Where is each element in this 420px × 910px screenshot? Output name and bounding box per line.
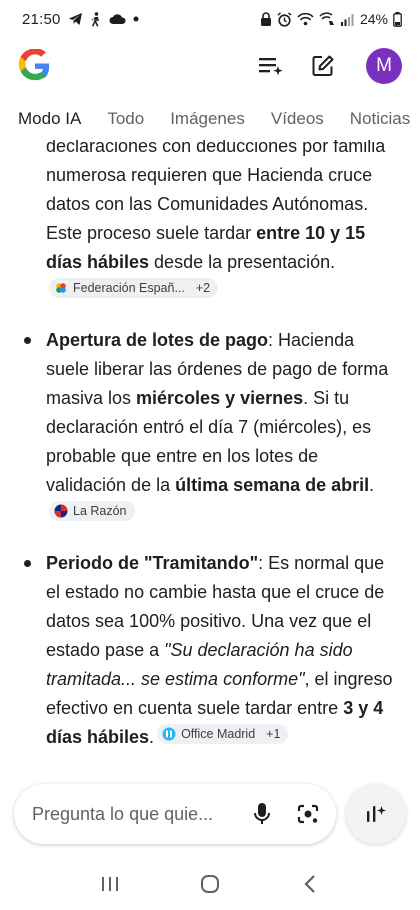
bullet-bold: 3 y 4 días hábiles bbox=[46, 698, 384, 747]
bullet-italic: "Su declaración ha sido tramitada... se estima conforme" bbox=[46, 640, 353, 689]
source-chip-la-razon[interactable] bbox=[49, 501, 135, 521]
source-chip-label: Federación Españ... bbox=[73, 281, 185, 295]
microphone-icon bbox=[253, 802, 271, 826]
search-tabs bbox=[0, 98, 420, 140]
header-actions bbox=[256, 48, 402, 84]
bullet-text: . bbox=[369, 475, 375, 495]
status-bar bbox=[0, 0, 420, 38]
back-button[interactable] bbox=[290, 864, 330, 904]
list-item bbox=[0, 326, 420, 529]
recent-apps-button[interactable] bbox=[90, 864, 130, 904]
voice-search-button[interactable] bbox=[244, 796, 280, 832]
ask-input-area bbox=[0, 782, 420, 846]
ai-mode-sparkle-button[interactable] bbox=[346, 784, 406, 844]
wifi-call-icon bbox=[319, 12, 335, 26]
playlist-sparkle-button[interactable] bbox=[256, 51, 286, 81]
partial-bold-1: entre 10 y 15 días hábiles bbox=[46, 223, 366, 272]
source-chip-federacion[interactable] bbox=[49, 278, 218, 298]
list-item bbox=[0, 549, 420, 752]
source-chip-office-madrid[interactable] bbox=[157, 724, 288, 744]
bullet-text: : Hacienda suele liberar las órdenes de pago de forma masiva los bbox=[46, 330, 389, 408]
tab-noticias[interactable]: Noticias bbox=[349, 109, 411, 128]
walking-person-icon bbox=[90, 12, 102, 27]
source-chip-more: +2 bbox=[195, 281, 211, 295]
ask-input-placeholder[interactable]: Pregunta lo que quie... bbox=[32, 803, 214, 824]
partial-text-1: familia numerosa requieren que Hacienda cruce datos con las Comunidades Autónomas. Este proceso suele tardar bbox=[46, 140, 386, 243]
camera-lens-icon bbox=[296, 803, 320, 825]
bullet-text: : Es normal que el estado no cambie hasta que el cruce de datos sea 100% positivo. Una vez que el estado pase a bbox=[46, 553, 385, 660]
recent-apps-icon bbox=[100, 875, 120, 893]
playlist-sparkle-icon bbox=[258, 55, 284, 77]
bullet-bold: última semana de abril bbox=[175, 475, 370, 495]
federacion-logo-icon bbox=[54, 281, 68, 295]
status-time: 21:50 bbox=[22, 10, 61, 28]
alarm-icon bbox=[277, 12, 292, 27]
tab-todo[interactable]: Todo bbox=[107, 109, 145, 128]
ai-answer-scroll bbox=[0, 140, 420, 752]
dot-icon bbox=[133, 16, 139, 22]
bullet-text: . bbox=[149, 727, 155, 747]
app-header bbox=[0, 38, 420, 94]
battery-icon bbox=[393, 12, 402, 27]
edit-icon bbox=[311, 54, 335, 78]
google-logo[interactable] bbox=[18, 49, 52, 83]
partial-paragraph bbox=[0, 140, 420, 306]
bullet-text: . Si tu declaración entró el día 7 (miércoles), es probable que entre en los lotes de validación de la bbox=[46, 388, 372, 495]
partial-line-cutoff: declaraciones con deducciones por bbox=[46, 140, 329, 156]
source-chip-label: Office Madrid bbox=[181, 727, 256, 741]
lens-search-button[interactable] bbox=[290, 796, 326, 832]
tab-modo-ia[interactable]: Modo IA bbox=[18, 109, 82, 128]
bullet-bold-title: Periodo de "Tramitando" bbox=[46, 553, 259, 573]
partial-text-2: desde la presentación. bbox=[149, 252, 336, 272]
wifi-icon bbox=[297, 12, 314, 26]
home-icon bbox=[200, 874, 220, 894]
status-right bbox=[260, 11, 402, 27]
back-chevron-icon bbox=[303, 874, 317, 894]
battery-percent: 24% bbox=[359, 11, 388, 27]
system-nav-bar bbox=[0, 858, 420, 910]
ai-answer-content bbox=[0, 140, 420, 780]
bullet-text: , el ingreso efectivo en cuenta suele tardar entre bbox=[46, 669, 393, 718]
bullet-bold-title: Apertura de lotes de pago bbox=[46, 330, 269, 350]
avatar[interactable]: M bbox=[366, 48, 402, 84]
lock-icon bbox=[260, 12, 272, 26]
bullet-bold: miércoles y viernes bbox=[136, 388, 304, 408]
telegram-icon bbox=[68, 12, 83, 26]
answer-bullet-list bbox=[0, 326, 420, 752]
cloud-icon bbox=[109, 13, 126, 25]
source-chip-more: +1 bbox=[266, 727, 281, 741]
office-madrid-logo-icon bbox=[162, 727, 176, 741]
status-left bbox=[22, 11, 139, 28]
home-button[interactable] bbox=[190, 864, 230, 904]
tab-imagenes[interactable]: Imágenes bbox=[170, 109, 245, 128]
la-razon-logo-icon bbox=[54, 504, 68, 518]
source-chip-label: La Razón bbox=[73, 504, 127, 518]
signal-icon bbox=[340, 13, 355, 26]
tab-videos[interactable]: Vídeos bbox=[270, 109, 324, 128]
ask-box[interactable] bbox=[14, 784, 336, 844]
new-chat-button[interactable] bbox=[308, 51, 338, 81]
sparkle-bars-icon bbox=[364, 802, 388, 826]
